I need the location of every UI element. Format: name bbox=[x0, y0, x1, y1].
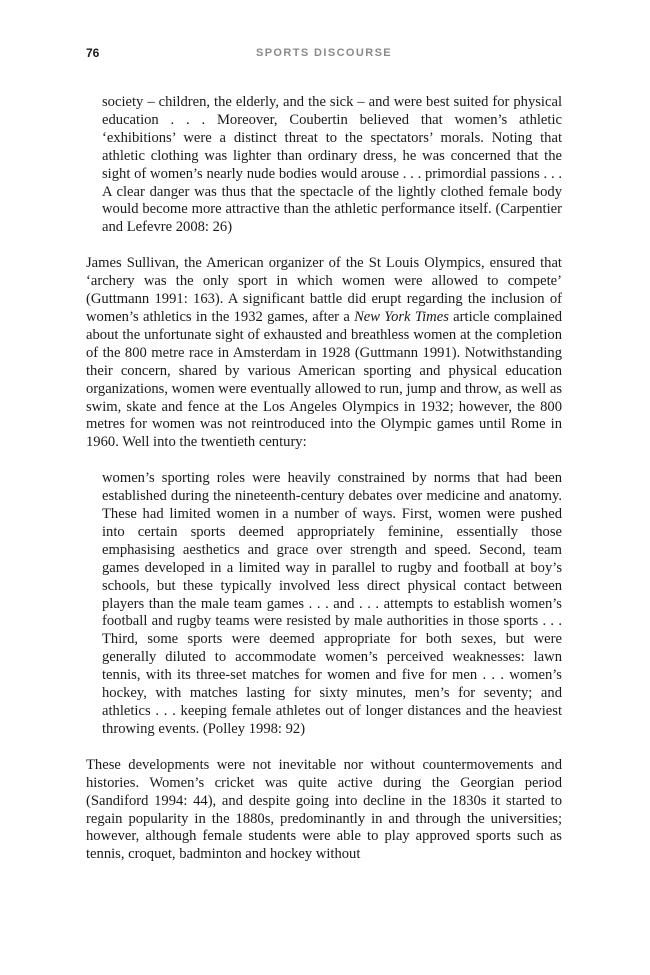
paragraph-spacer bbox=[86, 739, 562, 757]
book-page bbox=[86, 46, 562, 864]
quote-text: women’s sporting roles were heavily constrained by norms that had been established during the nineteenth-century debates over medicine and anatomy. These had limited women in a number of ways. First, women were pushed into certain sports deemed appropriately feminine, essentially those emphasising aesthetics and grace over strength and speed. Second, team games developed in a limited way in parallel to rugby and football at boy’s schools, but these typically involved less direct physical contact between players than the male team games . . . and . . . attempts to establish women’s football and rugby teams were resisted by male authorities in those sports . . . Third, some sports were deemed appropriate for both sexes, but were generally diluted to accommodate women’s perceived weaknesses: lawn tennis, with its three-set matches for women and five for men . . . women’s hockey, with matches lasting for sixty minutes, men’s for seventy; and athletics . . . keeping female athletes out of longer distances and the heaviest throwing events. (Polley 1998: 92) bbox=[102, 470, 562, 737]
paragraph-spacer bbox=[86, 237, 562, 255]
paragraph-text: article complained about the unfortunate sight of exhausted and breathless women at the completion of the 800 metre race in Amsterdam in 1928 (Guttmann 1991). Notwithstanding their concern, shared by various American sporting and physical education organizations, women were eventually allowed to run, jump and throw, as well as swim, skate and fence at the Los Angeles Olympics in 1932; however, the 800 metres for women was not reintroduced into the Olympic games until Rome in 1960. Well into the twentieth century: bbox=[86, 308, 562, 451]
quote-text: society – children, the elderly, and the sick – and were best suited for physical education . . . Moreover, Coubertin believed that women’s athletic ‘exhibitions’ were a distinct threat to the spectators’ morals. Noting that athletic clothing was lighter than ordinary dress, he was concerned that the sight of women’s nearly nude bodies would arouse . . . primordial passions . . . A clear danger was thus that the spectacle of the lightly clothed female body would become more attractive than the athletic performance itself. (Carpentier and Lefevre 2008: 26) bbox=[102, 94, 562, 236]
page-number: 76 bbox=[86, 46, 100, 60]
body-paragraph-sullivan bbox=[86, 255, 562, 452]
paragraph-text: James Sullivan, the American organizer of the St Louis Olympics, ensured that ‘archery was the only sport in which women were allowed to compete’ (Guttmann 1991: 163). A significant battle did erupt regarding the inclusion of women’s athletics in the 1932 games, after a bbox=[86, 255, 562, 325]
running-header bbox=[86, 46, 562, 64]
running-title: SPORTS DISCOURSE bbox=[255, 47, 393, 59]
newspaper-title: New York Times bbox=[354, 308, 449, 325]
block-quote-polley bbox=[102, 470, 562, 739]
body-paragraph-developments bbox=[86, 757, 562, 864]
paragraph-text: These developments were not inevitable nor without countermovements and histories. Women’s cricket was quite active during the Georgian period (Sandiford 1994: 44), and despite going into decline in the 1830s it started to regain popularity in the 1880s, predominantly in and through the universities; however, although female students were able to play approved sports such as tennis, croquet, badminton and hockey without bbox=[86, 756, 562, 863]
paragraph-spacer bbox=[86, 452, 562, 470]
block-quote-carpentier bbox=[102, 94, 562, 237]
